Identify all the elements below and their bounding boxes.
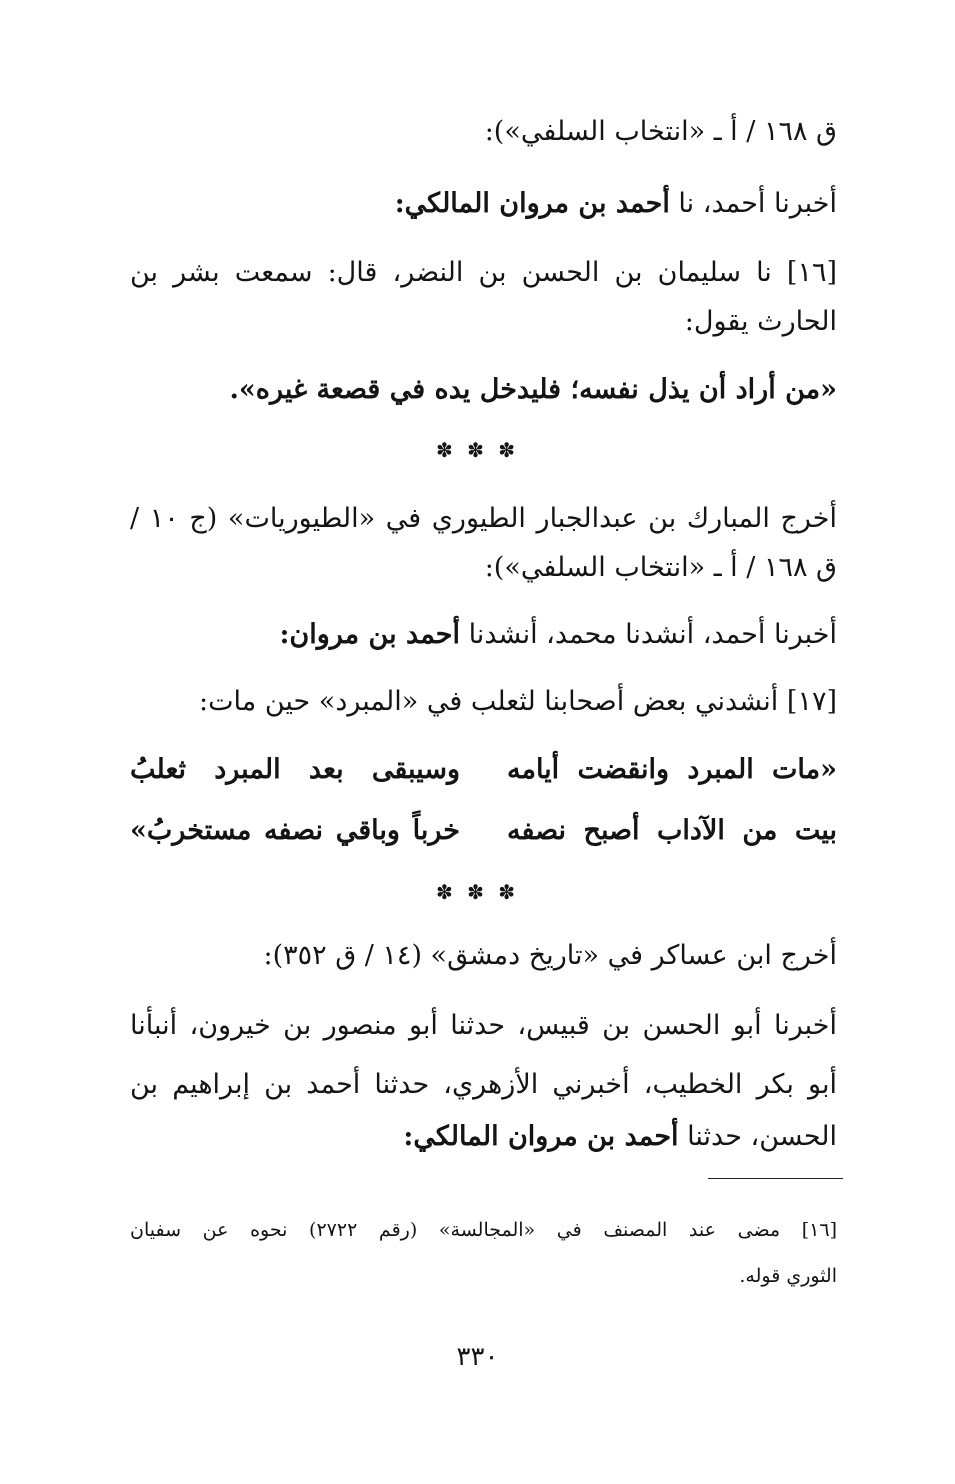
text-line: الحارث يقول: [684,306,837,337]
text-line [279,613,837,657]
quote-line: «من أراد أن يذل نفسه؛ فليدخل يده في قصعة غيره». [229,374,837,405]
text-line [395,182,837,226]
verse-hemistich: وسيبقى بعد المبرد ثعلبُ [130,754,460,785]
bold-name: أحمد بن مروان المالكي: [403,1121,679,1152]
verse-hemistich: خرباً وباقي نصفه مستخربُ» [130,815,460,846]
page-number: ٣٣٠ [456,1342,499,1372]
text-line [403,1115,837,1159]
text-span: الحسن، حدثنا [678,1121,837,1152]
text-line: [١٧] أنشدني بعض أصحابنا لثعلب في «المبرد» حين مات: [199,686,837,717]
footnote-line: [١٦] مضى عند المصنف في «المجالسة» (رقم ٢٧٢٢) نحوه عن سفيان [130,1219,837,1241]
text-line: أخرج المبارك بن عبدالجبار الطيوري في «الطيوريات» (ج ١٠ / [130,503,837,534]
text-line: ق ١٦٨ / أ ـ «انتخاب السلفي»): [484,116,837,147]
text-span: أخبرنا أحمد، نا [669,188,837,219]
section-separator: ✽ ✽ ✽ [436,438,519,462]
verse-hemistich: بيت من الآداب أصبح نصفه [507,815,837,846]
text-span: أخبرنا أحمد، أنشدنا محمد، أنشدنا [460,619,837,650]
bold-name: أحمد بن مروان المالكي: [394,188,670,219]
text-line: ق ١٦٨ / أ ـ «انتخاب السلفي»): [484,552,837,583]
verse-hemistich: «مات المبرد وانقضت أيامه [507,754,837,785]
text-line: [١٦] نا سليمان بن الحسن بن النضر، قال: سمعت بشر بن [130,257,837,288]
text-line: أخبرنا أبو الحسن بن قبيس، حدثنا أبو منصور بن خيرون، أنبأنا [130,1010,837,1041]
bold-name: أحمد بن مروان: [279,619,460,650]
footnote-divider [708,1178,843,1179]
footnote-line: الثوري قوله. [739,1265,837,1287]
text-line: أبو بكر الخطيب، أخبرني الأزهري، حدثنا أحمد بن إبراهيم بن [130,1069,837,1100]
section-separator: ✽ ✽ ✽ [436,880,519,904]
text-line: أخرج ابن عساكر في «تاريخ دمشق» (١٤ / ق ٣٥٢): [263,940,837,971]
